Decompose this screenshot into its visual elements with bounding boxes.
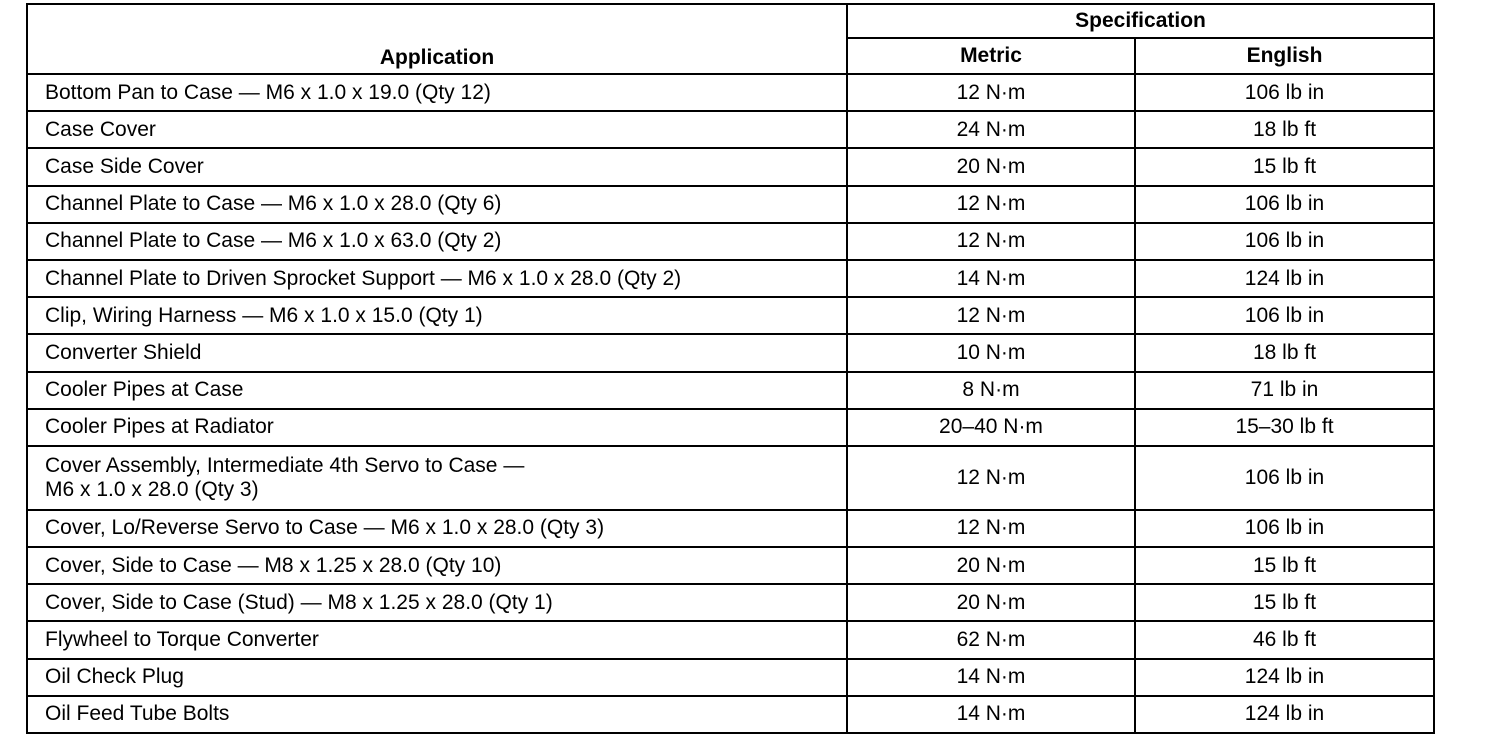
metric-cell: 10 N·m bbox=[847, 334, 1135, 371]
table-row bbox=[27, 696, 1434, 733]
application-cell: Cover, Lo/Reverse Servo to Case — M6 x 1.0 x 28.0 (Qty 3) bbox=[27, 510, 847, 547]
metric-cell: 14 N·m bbox=[847, 659, 1135, 696]
english-cell: 18 lb ft bbox=[1135, 111, 1434, 148]
metric-cell: 20 N·m bbox=[847, 148, 1135, 185]
application-cell: Channel Plate to Driven Sprocket Support — M6 x 1.0 x 28.0 (Qty 2) bbox=[27, 260, 847, 297]
application-line: Cover Assembly, Intermediate 4th Servo to Case — bbox=[45, 453, 525, 477]
english-cell: 71 lb in bbox=[1135, 372, 1434, 409]
metric-cell: 20 N·m bbox=[847, 584, 1135, 621]
table-row bbox=[27, 223, 1434, 260]
metric-cell: 12 N·m bbox=[847, 186, 1135, 223]
application-cell: Cover, Side to Case (Stud) — M8 x 1.25 x 28.0 (Qty 1) bbox=[27, 584, 847, 621]
metric-cell: 14 N·m bbox=[847, 260, 1135, 297]
english-cell: 106 lb in bbox=[1135, 223, 1434, 260]
application-cell bbox=[27, 446, 847, 510]
table-row bbox=[27, 186, 1434, 223]
english-cell: 106 lb in bbox=[1135, 74, 1434, 111]
application-cell: Cover, Side to Case — M8 x 1.25 x 28.0 (Qty 10) bbox=[27, 547, 847, 584]
metric-cell: 20–40 N·m bbox=[847, 409, 1135, 446]
metric-cell: 14 N·m bbox=[847, 696, 1135, 733]
english-cell: 124 lb in bbox=[1135, 659, 1434, 696]
table-row bbox=[27, 510, 1434, 547]
english-cell: 124 lb in bbox=[1135, 696, 1434, 733]
metric-cell: 12 N·m bbox=[847, 446, 1135, 510]
table-row bbox=[27, 547, 1434, 584]
table-row bbox=[27, 446, 1434, 510]
english-cell: 15–30 lb ft bbox=[1135, 409, 1434, 446]
english-cell: 15 lb ft bbox=[1135, 148, 1434, 185]
application-cell: Oil Check Plug bbox=[27, 659, 847, 696]
application-line: M6 x 1.0 x 28.0 (Qty 3) bbox=[45, 477, 259, 501]
application-cell: Cooler Pipes at Case bbox=[27, 372, 847, 409]
application-cell: Channel Plate to Case — M6 x 1.0 x 28.0 (Qty 6) bbox=[27, 186, 847, 223]
table-row bbox=[27, 659, 1434, 696]
application-cell: Case Side Cover bbox=[27, 148, 847, 185]
table-row bbox=[27, 260, 1434, 297]
application-cell: Bottom Pan to Case — M6 x 1.0 x 19.0 (Qty 12) bbox=[27, 74, 847, 111]
table-row bbox=[27, 334, 1434, 371]
english-cell: 106 lb in bbox=[1135, 446, 1434, 510]
metric-cell: 24 N·m bbox=[847, 111, 1135, 148]
application-cell: Converter Shield bbox=[27, 334, 847, 371]
table-row bbox=[27, 372, 1434, 409]
english-cell: 106 lb in bbox=[1135, 186, 1434, 223]
english-cell: 46 lb ft bbox=[1135, 621, 1434, 658]
english-cell: 124 lb in bbox=[1135, 260, 1434, 297]
metric-cell: 62 N·m bbox=[847, 621, 1135, 658]
application-cell: Oil Feed Tube Bolts bbox=[27, 696, 847, 733]
application-cell: Clip, Wiring Harness — M6 x 1.0 x 15.0 (Qty 1) bbox=[27, 297, 847, 334]
metric-cell: 20 N·m bbox=[847, 547, 1135, 584]
english-cell: 106 lb in bbox=[1135, 510, 1434, 547]
english-cell: 106 lb in bbox=[1135, 297, 1434, 334]
metric-cell: 12 N·m bbox=[847, 74, 1135, 111]
english-cell: 18 lb ft bbox=[1135, 334, 1434, 371]
english-column-header: English bbox=[1135, 38, 1434, 74]
metric-column-header: Metric bbox=[847, 38, 1135, 74]
application-cell: Cooler Pipes at Radiator bbox=[27, 409, 847, 446]
application-cell: Channel Plate to Case — M6 x 1.0 x 63.0 (Qty 2) bbox=[27, 223, 847, 260]
application-cell: Flywheel to Torque Converter bbox=[27, 621, 847, 658]
specification-column-header: Specification bbox=[847, 4, 1434, 38]
table-row bbox=[27, 74, 1434, 111]
fastener-specification-table bbox=[26, 3, 1435, 734]
application-cell: Case Cover bbox=[27, 111, 847, 148]
application-column-header: Application bbox=[27, 4, 847, 74]
table-row bbox=[27, 584, 1434, 621]
english-cell: 15 lb ft bbox=[1135, 584, 1434, 621]
table-row bbox=[27, 148, 1434, 185]
metric-cell: 12 N·m bbox=[847, 510, 1135, 547]
table-row bbox=[27, 621, 1434, 658]
table-row bbox=[27, 409, 1434, 446]
table-row bbox=[27, 297, 1434, 334]
metric-cell: 12 N·m bbox=[847, 297, 1135, 334]
metric-cell: 8 N·m bbox=[847, 372, 1135, 409]
metric-cell: 12 N·m bbox=[847, 223, 1135, 260]
english-cell: 15 lb ft bbox=[1135, 547, 1434, 584]
table-row bbox=[27, 111, 1434, 148]
